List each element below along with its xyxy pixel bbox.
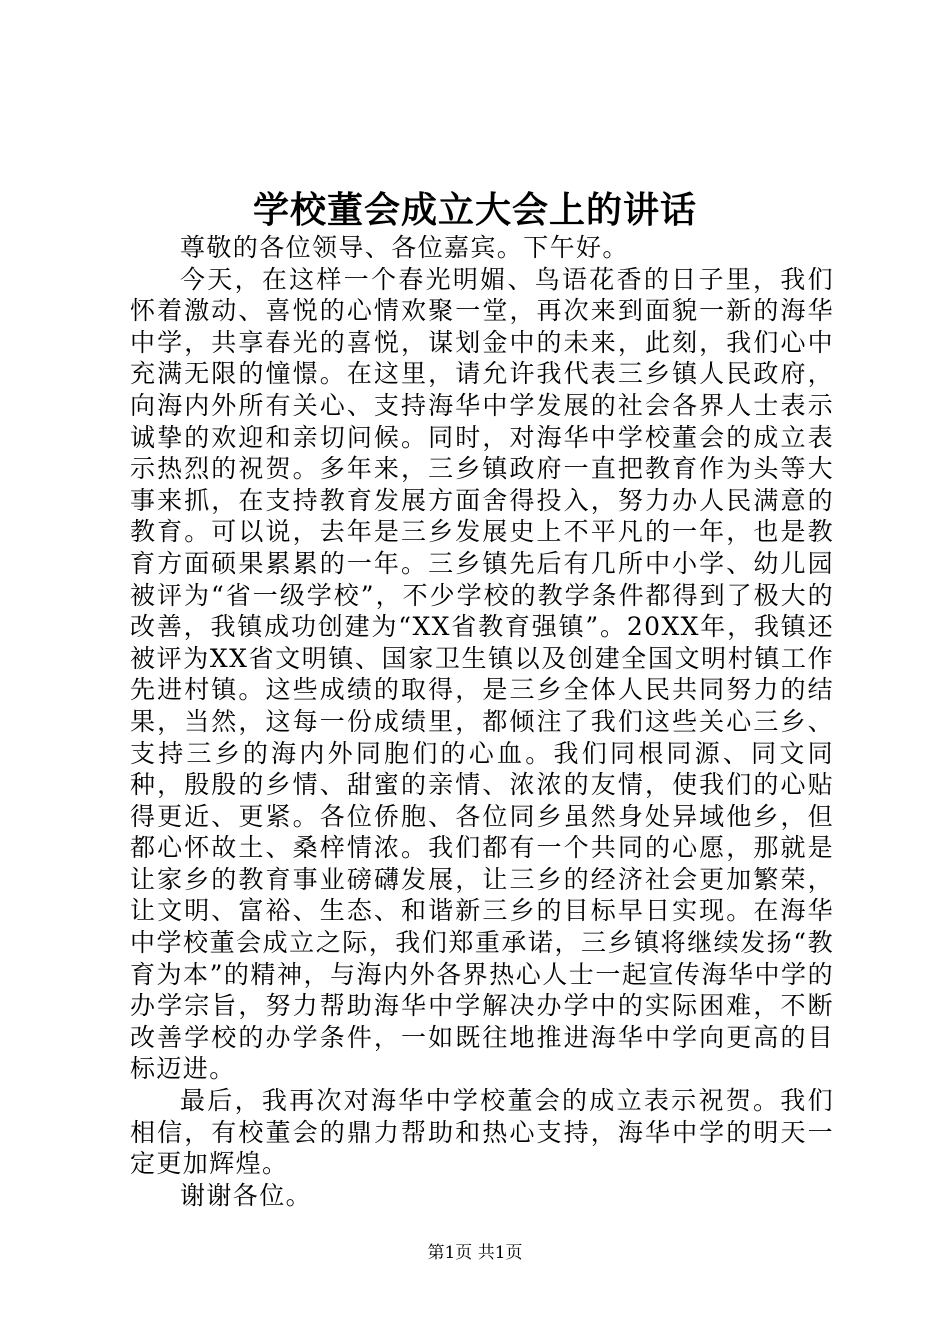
page-footer: 第1页 共1页 xyxy=(427,1243,523,1263)
document-body xyxy=(130,232,834,1211)
paragraph-greeting: 尊敬的各位领导、各位嘉宾。下午好。 xyxy=(180,233,629,262)
paragraph-main: 今天，在这样一个春光明媚、鸟语花香的日子里，我们怀着激动、喜悦的心情欢聚一堂，再次来到面貌一新的海华中学，共享春光的喜悦，谋划金中的未来，此刻，我们心中充满无限的憧憬。在这里，请允许我代表三乡镇人民政府，向海内外所有关心、支持海华中学发展的社会各界人士表示诚挚的欢迎和亲切问候。同时，对海华中学校董会的成立表示热烈的祝贺。多年来，三乡镇政府一直把教育作为头等大事来抓，在支持教育发展方面舍得投入，努力办人民满意的教育。可以说，去年是三乡发展史上不平凡的一年，也是教育方面硕果累累的一年。三乡镇先后有几所中小学、幼儿园被评为“省一级学校”，不少学校的教学条件都得到了极大的改善，我镇成功创建为“XX省教育强镇”。20XX年，我镇还被评为XX省文明镇、国家卫生镇以及创建全国文明村镇工作先进村镇。这些成绩的取得，是三乡全体人民共同努力的结果，当然，这每一份成绩里，都倾注了我们这些关心三乡、支持三乡的海内外同胞们的心血。我们同根同源、同文同种，殷殷的乡情、甜蜜的亲情、浓浓的友情，使我们的心贴得更近、更紧。各位侨胞、各位同乡虽然身处异域他乡，但都心怀故土、桑梓情浓。我们都有一个共同的心愿，那就是让家乡的教育事业磅礴发展，让三乡的经济社会更加繁荣，让文明、富裕、生态、和谐新三乡的目标早日实现。在海华中学校董会成立之际，我们郑重承诺，三乡镇将继续发扬“教育为本”的精神，与海内外各界热心人士一起宣传海华中学的办学宗旨，努力帮助海华中学解决办学中的实际困难，不断改善学校的办学条件，一如既往地推进海华中学向更高的目标迈进。 xyxy=(130,264,834,1084)
paragraph-closing: 最后，我再次对海华中学校董会的成立表示祝贺。我们相信，有校董会的鼎力帮助和热心支持，海华中学的明天一定更加辉煌。 xyxy=(130,1086,834,1179)
document-title: 学校董会成立大会上的讲话 xyxy=(252,189,697,231)
paragraph-thanks: 谢谢各位。 xyxy=(180,1180,313,1210)
